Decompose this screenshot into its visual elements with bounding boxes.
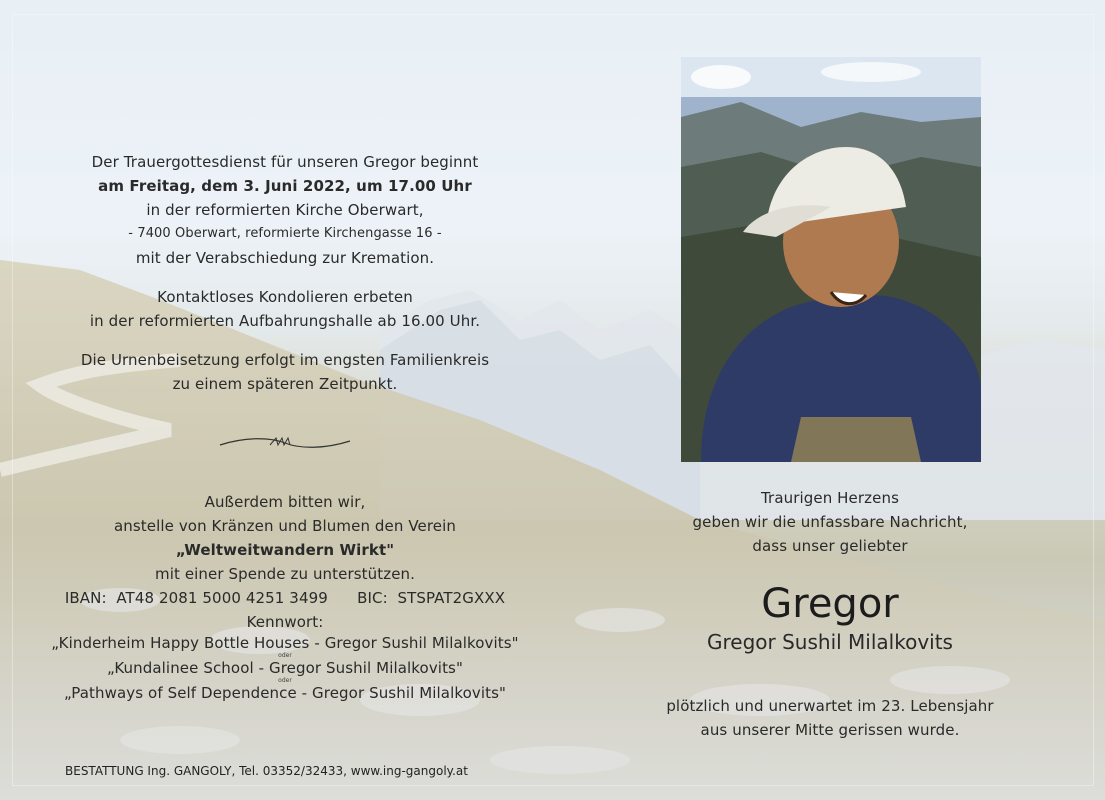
service-date: am Freitag, dem 3. Juni 2022, um 17.00 Uhr	[98, 177, 472, 195]
or-separator: oder	[278, 677, 292, 684]
urn-info	[40, 348, 530, 396]
closing-text	[630, 694, 1030, 742]
condolence-line: Kontaktloses Kondolieren erbeten	[157, 288, 413, 306]
donation-line: mit einer Spende zu unterstützen.	[155, 565, 415, 583]
bank-details: IBAN: AT48 2081 5000 4251 3499 BIC: STSPAT2GXXX	[64, 589, 506, 607]
deceased-first-name: Gregor	[761, 581, 899, 627]
portrait-photo	[681, 57, 981, 462]
service-line: in der reformierten Kirche Oberwart,	[146, 201, 424, 219]
ornament-divider	[40, 433, 530, 457]
flourish-icon	[215, 433, 355, 453]
service-address: - 7400 Oberwart, reformierte Kirchengasse 16 -	[128, 226, 442, 241]
service-line: Der Trauergottesdienst für unseren Gregor beginnt	[91, 153, 479, 171]
funeral-home-footer: BESTATTUNG Ing. GANGOLY, Tel. 03352/32433, www.ing-gangoly.at	[65, 764, 468, 778]
portrait-image	[681, 57, 981, 462]
or-separator: oder	[278, 652, 292, 659]
keyword-option: „Kundalinee School - Gregor Sushil Milalkovits"	[107, 659, 463, 677]
closing-line: plötzlich und unerwartet im 23. Lebensjahr	[666, 697, 994, 715]
keyword-option: „Pathways of Self Dependence - Gregor Sushil Milalkovits"	[63, 684, 507, 702]
announcement-line: Traurigen Herzens	[761, 489, 899, 507]
service-info	[40, 150, 530, 270]
announcement	[630, 486, 1030, 558]
announcement-line: geben wir die unfassbare Nachricht,	[692, 513, 968, 531]
service-line: mit der Verabschiedung zur Kremation.	[135, 249, 435, 267]
condolence-line: in der reformierten Aufbahrungshalle ab 16.00 Uhr.	[89, 312, 481, 330]
urn-line: Die Urnenbeisetzung erfolgt im engsten Familienkreis	[80, 351, 490, 369]
charity-name: „Weltweitwandern Wirkt"	[175, 541, 395, 559]
keyword-label: Kennwort:	[246, 613, 324, 631]
donation-line: anstelle von Kränzen und Blumen den Verein	[113, 517, 457, 535]
closing-line: aus unserer Mitte gerissen wurde.	[700, 721, 960, 739]
announcement-line: dass unser geliebter	[752, 537, 908, 555]
donation-line: Außerdem bitten wir,	[204, 493, 366, 511]
deceased-full-name: Gregor Sushil Milalkovits	[707, 630, 953, 654]
condolence-info	[40, 285, 530, 333]
urn-line: zu einem späteren Zeitpunkt.	[172, 375, 398, 393]
deceased-name-block	[630, 580, 1030, 656]
keyword-option: „Kinderheim Happy Bottle Houses - Gregor Sushil Milalkovits"	[51, 634, 519, 652]
donation-info	[40, 490, 530, 703]
